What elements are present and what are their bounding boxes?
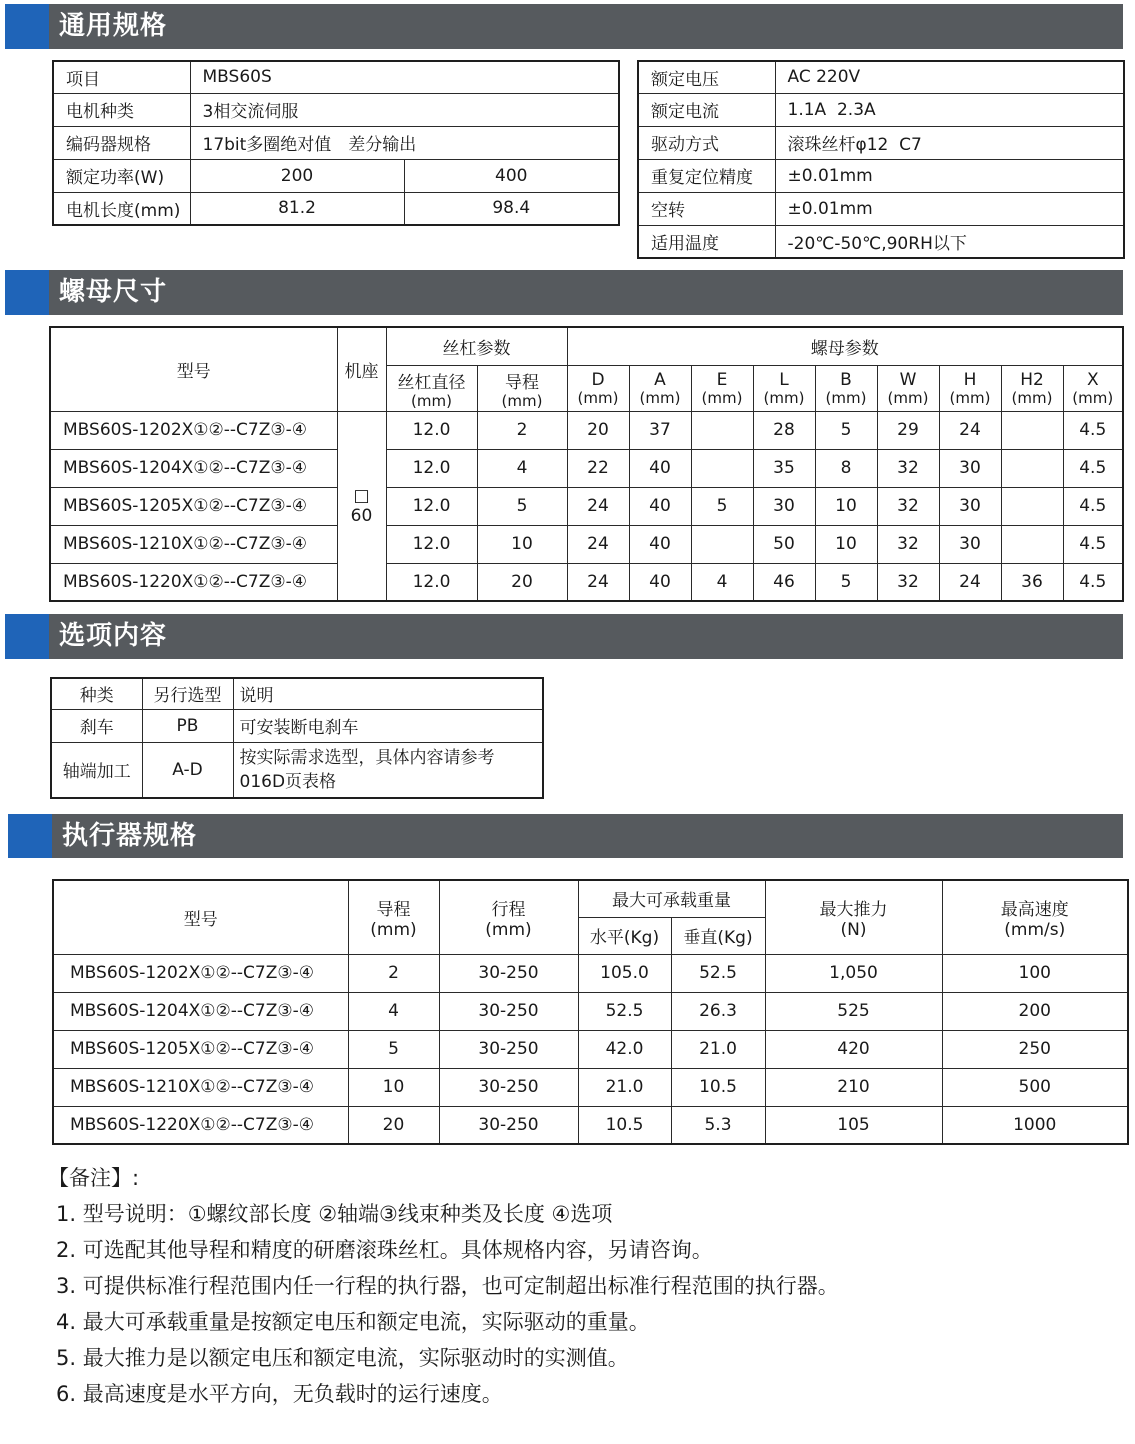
cell-model: MBS60S-1202X①②--C7Z③-④ (53, 954, 348, 992)
nut-dimension-table (49, 326, 1124, 602)
header-letter: L (779, 370, 789, 390)
cell: 250 (942, 1030, 1128, 1068)
header-dim (939, 365, 1001, 411)
cell: 8 (815, 449, 877, 487)
cell: 37 (629, 411, 691, 449)
cell-label: 空转 (638, 192, 775, 225)
cell: 24 (939, 563, 1001, 601)
section-title: 通用规格 (59, 11, 168, 41)
cell: 12.0 (386, 487, 477, 525)
header-model: 型号 (53, 880, 348, 954)
cell: 1,050 (765, 954, 942, 992)
cell: 24 (939, 411, 1001, 449)
cell: 4 (477, 449, 567, 487)
header-unit: (N) (840, 919, 867, 940)
header-letter: H2 (1020, 370, 1044, 390)
header-dim (567, 365, 629, 411)
options-table (50, 677, 544, 799)
section-title: 执行器规格 (62, 821, 198, 851)
section-accent (5, 270, 49, 315)
cell: 21.0 (671, 1030, 765, 1068)
cell-model: MBS60S-1202X①②--C7Z③-④ (50, 411, 337, 449)
cell-value: 滚珠丝杆φ12 C7 (775, 126, 1124, 159)
header-text: 导程 (376, 899, 411, 920)
header-unit: (mm) (485, 919, 532, 940)
header-unit: (mm) (411, 391, 452, 410)
cell: 32 (877, 563, 939, 601)
header-max-load: 最大可承载重量 (578, 880, 765, 917)
notes-block (48, 1160, 839, 1412)
cell: 210 (765, 1068, 942, 1106)
cell: 4.5 (1063, 487, 1123, 525)
cell-type: 刹车 (51, 709, 142, 742)
table-row (51, 709, 543, 742)
note-item: 1. 型号说明：①螺纹部长度 ②轴端③线束种类及长度 ④选项 (56, 1202, 613, 1226)
cell: 12.0 (386, 563, 477, 601)
cell (1001, 487, 1063, 525)
cell: 4.5 (1063, 525, 1123, 563)
cell-label: 额定电流 (638, 93, 775, 126)
cell: 105 (765, 1106, 942, 1144)
cell-code: A-D (142, 742, 233, 798)
notes-title: 【备注】: (48, 1166, 140, 1190)
cell-label: 编码器规格 (53, 126, 190, 159)
cell-label: 额定功率(W) (53, 159, 190, 192)
header-lead (348, 880, 439, 954)
cell-label: 项目 (53, 61, 190, 93)
header-horizontal: 水平(Kg) (578, 917, 671, 954)
header-dim (753, 365, 815, 411)
header-letter: D (591, 370, 605, 390)
cell-model: MBS60S-1204X①②--C7Z③-④ (50, 449, 337, 487)
header-text: 最大推力 (819, 899, 888, 920)
cell: 500 (942, 1068, 1128, 1106)
cell: 20 (477, 563, 567, 601)
cell: 420 (765, 1030, 942, 1068)
cell: 40 (629, 487, 691, 525)
cell: 30 (939, 487, 1001, 525)
cell-model: MBS60S-1205X①②--C7Z③-④ (50, 487, 337, 525)
note-item: 4. 最大可承载重量是按额定电压和额定电流，实际驱动的重量。 (56, 1310, 650, 1334)
cell-label: 重复定位精度 (638, 159, 775, 192)
header-vertical: 垂直(Kg) (671, 917, 765, 954)
section-header-nut (5, 270, 1123, 315)
cell-model: MBS60S-1210X①②--C7Z③-④ (53, 1068, 348, 1106)
cell-model: MBS60S-1204X①②--C7Z③-④ (53, 992, 348, 1030)
section-title: 螺母尺寸 (59, 277, 168, 307)
header-option-code: 另行选型 (142, 678, 233, 709)
header-text: 最高速度 (1000, 899, 1069, 920)
cell: 100 (942, 954, 1128, 992)
cell: 30-250 (439, 1106, 578, 1144)
table-row (53, 1106, 1128, 1144)
cell (1001, 525, 1063, 563)
section-header-actuator (8, 814, 1123, 858)
header-unit: (mm) (639, 389, 681, 407)
cell: 4.5 (1063, 449, 1123, 487)
cell-value: 17bit多圈绝对值 差分输出 (190, 126, 619, 159)
cell: 30 (939, 449, 1001, 487)
cell: 30 (939, 525, 1001, 563)
header-unit: (mm) (825, 389, 867, 407)
cell-value: AC 220V (775, 61, 1124, 93)
cell-label: 电机长度(mm) (53, 192, 190, 225)
cell: 10 (348, 1068, 439, 1106)
cell: 10.5 (578, 1106, 671, 1144)
note-item: 6. 最高速度是水平方向，无负载时的运行速度。 (56, 1382, 503, 1406)
header-dim (1001, 365, 1063, 411)
cell-value: 400 (404, 159, 619, 192)
cell: 12.0 (386, 411, 477, 449)
cell-label: 额定电压 (638, 61, 775, 93)
cell-value: 200 (190, 159, 404, 192)
header-stroke (439, 880, 578, 954)
header-model: 型号 (50, 327, 337, 411)
cell: 32 (877, 449, 939, 487)
cell-code: PB (142, 709, 233, 742)
cell-label: 适用温度 (638, 225, 775, 258)
header-letter: H (963, 370, 977, 390)
cell: 4 (348, 992, 439, 1030)
table-row (50, 563, 1123, 601)
cell: 2 (348, 954, 439, 992)
cell: 32 (877, 487, 939, 525)
cell: 5 (348, 1030, 439, 1068)
cell: 46 (753, 563, 815, 601)
header-unit: (mm) (1072, 389, 1114, 407)
cell (691, 411, 753, 449)
header-unit: (mm) (763, 389, 805, 407)
header-unit: (mm) (949, 389, 991, 407)
cell: 40 (629, 525, 691, 563)
note-item: 3. 可提供标准行程范围内任一行程的执行器，也可定制超出标准行程范围的执行器。 (56, 1274, 839, 1298)
cell: 52.5 (578, 992, 671, 1030)
section-header-general (5, 4, 1123, 49)
header-dim (815, 365, 877, 411)
header-dim (629, 365, 691, 411)
cell: 5 (477, 487, 567, 525)
cell-value: 3相交流伺服 (190, 93, 619, 126)
header-text: 导程 (505, 372, 539, 393)
header-base: 机座 (337, 327, 386, 411)
header-unit: (mm) (701, 389, 743, 407)
cell: 10 (815, 525, 877, 563)
cell: 50 (753, 525, 815, 563)
cell (1001, 411, 1063, 449)
cell: 105.0 (578, 954, 671, 992)
cell-value: -20℃-50℃,90RH以下 (775, 225, 1124, 258)
section-header-options (5, 614, 1123, 659)
table-row (50, 411, 1123, 449)
cell: 24 (567, 563, 629, 601)
cell: 20 (348, 1106, 439, 1144)
cell: 26.3 (671, 992, 765, 1030)
header-nut-group: 螺母参数 (567, 327, 1123, 365)
cell: 5 (815, 563, 877, 601)
cell-description: 可安装断电刹车 (233, 709, 543, 742)
header-unit: (mm) (501, 391, 543, 410)
header-unit: (mm) (577, 389, 619, 407)
cell: 2 (477, 411, 567, 449)
table-row (53, 1068, 1128, 1106)
table-row (50, 487, 1123, 525)
cell: 24 (567, 525, 629, 563)
cell: 12.0 (386, 449, 477, 487)
base-symbol: □ (353, 485, 370, 506)
header-text: 行程 (491, 899, 526, 920)
cell: 525 (765, 992, 942, 1030)
cell: 21.0 (578, 1068, 671, 1106)
cell: 5.3 (671, 1106, 765, 1144)
cell-model: MBS60S-1205X①②--C7Z③-④ (53, 1030, 348, 1068)
cell: 30-250 (439, 954, 578, 992)
cell: 5 (815, 411, 877, 449)
cell: 10 (815, 487, 877, 525)
general-spec-right-table (637, 60, 1125, 259)
cell-value: 98.4 (404, 192, 619, 225)
table-row (53, 954, 1128, 992)
description-line: 按实际需求选型，具体内容请参考 (239, 747, 495, 768)
cell: 28 (753, 411, 815, 449)
cell-model: MBS60S-1210X①②--C7Z③-④ (50, 525, 337, 563)
general-spec-left-table (52, 60, 620, 226)
cell: 12.0 (386, 525, 477, 563)
cell (1001, 449, 1063, 487)
cell: 36 (1001, 563, 1063, 601)
cell: 200 (942, 992, 1128, 1030)
cell: 24 (567, 487, 629, 525)
header-unit: (mm) (1011, 389, 1053, 407)
cell-base (337, 411, 386, 601)
cell: 10 (477, 525, 567, 563)
cell-label: 驱动方式 (638, 126, 775, 159)
cell: 40 (629, 449, 691, 487)
cell (691, 449, 753, 487)
section-accent (8, 814, 52, 858)
cell: 4.5 (1063, 563, 1123, 601)
table-row (51, 742, 543, 798)
header-type: 种类 (51, 678, 142, 709)
header-unit: (mm) (370, 919, 417, 940)
header-letter: W (899, 370, 917, 390)
cell-value: 81.2 (190, 192, 404, 225)
cell: 22 (567, 449, 629, 487)
header-max-thrust (765, 880, 942, 954)
cell: 52.5 (671, 954, 765, 992)
header-unit: (mm/s) (1004, 919, 1066, 940)
cell-value: 1.1A 2.3A (775, 93, 1124, 126)
cell-description (233, 742, 543, 798)
cell-value: MBS60S (190, 61, 619, 93)
header-dim (877, 365, 939, 411)
cell: 42.0 (578, 1030, 671, 1068)
cell-value: ±0.01mm (775, 159, 1124, 192)
cell: 32 (877, 525, 939, 563)
cell: 10.5 (671, 1068, 765, 1106)
actuator-spec-table (52, 879, 1129, 1145)
cell: 30-250 (439, 1030, 578, 1068)
header-letter: B (840, 370, 852, 390)
header-unit: (mm) (887, 389, 929, 407)
cell: 40 (629, 563, 691, 601)
header-text: 丝杠直径 (397, 372, 466, 393)
section-accent (5, 614, 49, 659)
header-max-speed (942, 880, 1128, 954)
base-size: 60 (350, 505, 373, 526)
table-row (53, 992, 1128, 1030)
header-letter: E (716, 370, 728, 390)
cell-model: MBS60S-1220X①②--C7Z③-④ (53, 1106, 348, 1144)
note-item: 5. 最大推力是以额定电压和额定电流，实际驱动时的实测值。 (56, 1346, 629, 1370)
cell-type: 轴端加工 (51, 742, 142, 798)
cell: 4 (691, 563, 753, 601)
header-description: 说明 (233, 678, 543, 709)
section-title: 选项内容 (59, 621, 168, 651)
cell: 4.5 (1063, 411, 1123, 449)
header-screw-diameter (386, 365, 477, 411)
cell: 1000 (942, 1106, 1128, 1144)
cell: 29 (877, 411, 939, 449)
table-row (53, 1030, 1128, 1068)
table-row (50, 449, 1123, 487)
cell: 35 (753, 449, 815, 487)
note-item: 2. 可选配其他导程和精度的研磨滚珠丝杠。具体规格内容，另请咨询。 (56, 1238, 713, 1262)
header-lead (477, 365, 567, 411)
cell: 20 (567, 411, 629, 449)
header-screw-group: 丝杠参数 (386, 327, 567, 365)
header-dim (691, 365, 753, 411)
cell: 30-250 (439, 1068, 578, 1106)
description-line: 016D页表格 (239, 771, 337, 792)
cell-value: ±0.01mm (775, 192, 1124, 225)
cell: 30 (753, 487, 815, 525)
header-letter: X (1086, 370, 1099, 390)
cell: 30-250 (439, 992, 578, 1030)
cell (691, 525, 753, 563)
header-dim (1063, 365, 1123, 411)
cell-label: 电机种类 (53, 93, 190, 126)
header-letter: A (654, 370, 666, 390)
cell-model: MBS60S-1220X①②--C7Z③-④ (50, 563, 337, 601)
cell: 5 (691, 487, 753, 525)
table-row (50, 525, 1123, 563)
section-accent (5, 4, 49, 49)
